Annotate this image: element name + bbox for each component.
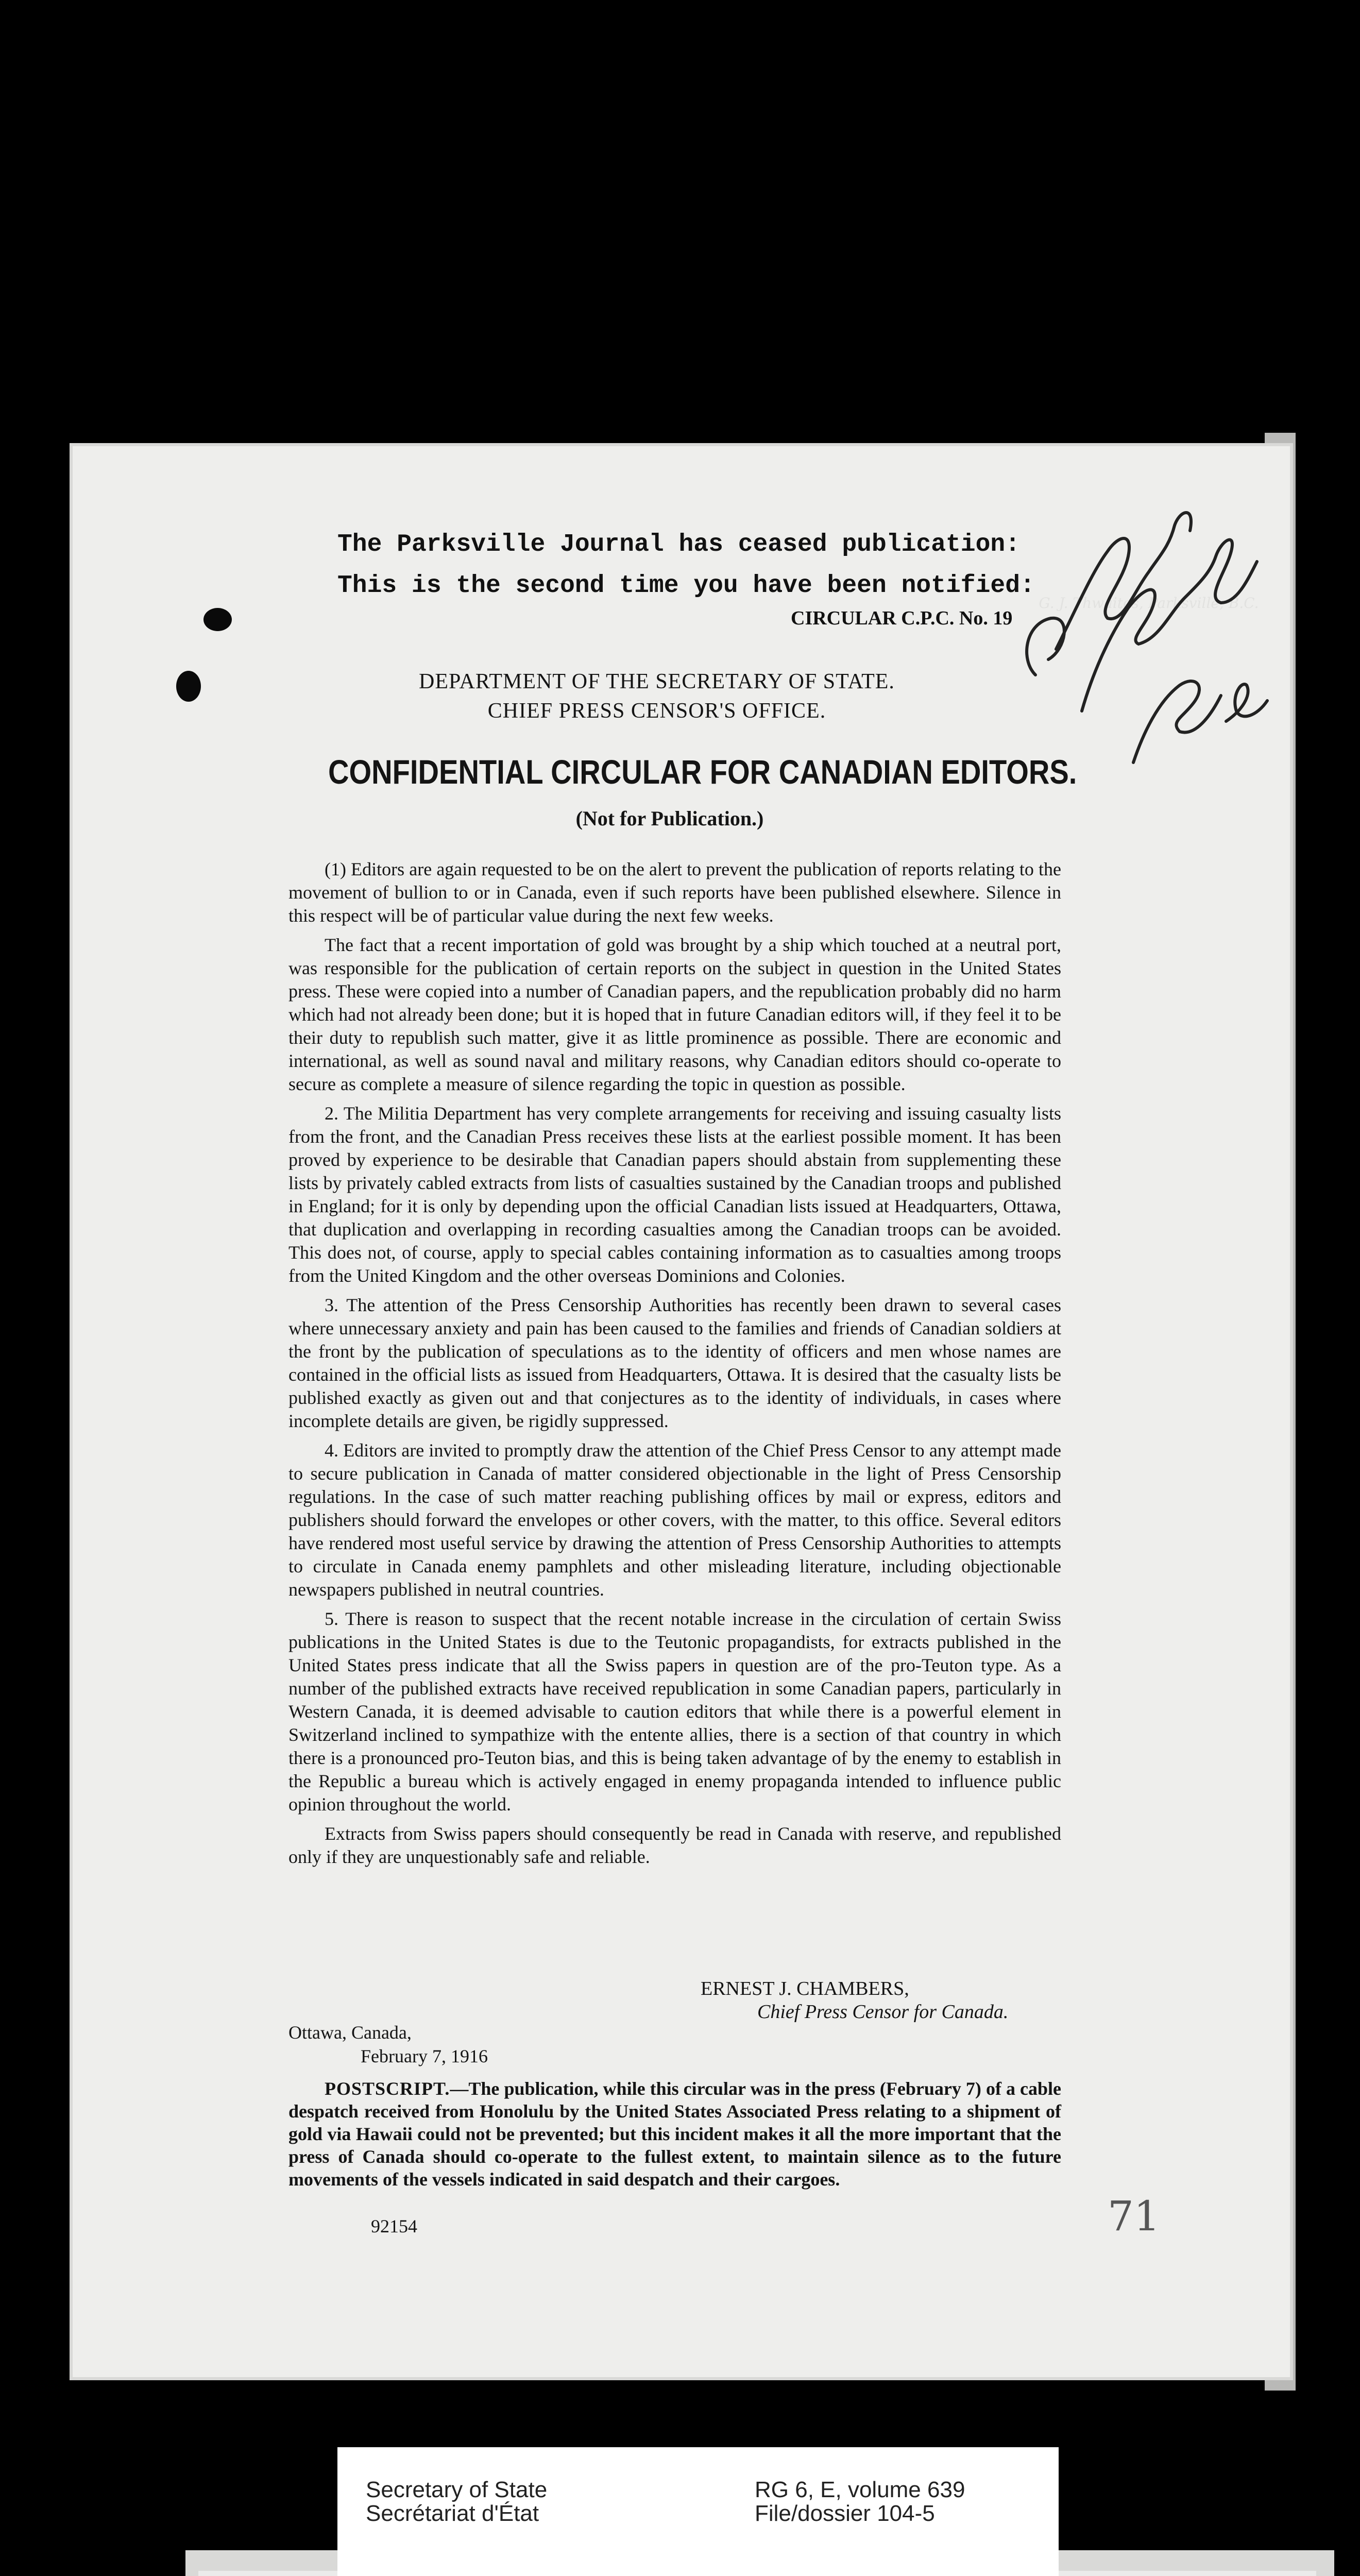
punch-hole-lower [176, 671, 201, 702]
document-number: 92154 [371, 2216, 417, 2236]
handwritten-address [1005, 453, 1293, 773]
typed-note-line1: The Parksville Journal has ceased publication: [337, 531, 1021, 558]
paragraph-3: 3. The attention of the Press Censorship Authorities has recently been drawn to several cases where unnecessary anxiety and pain has been caused to the families and friends of Canadian soldiers at the front by the publication of speculations as to the identity of officers and men whose names are contained in the official lists as issued from Headquarters, Ottawa. It is desired that the casualty lists be published exactly as given out and that conjectures as to the identity of individuals, in cases where incomplete details are given, be rigidly suppressed. [288, 1295, 1061, 1431]
handwriting-stroke-3 [1133, 681, 1267, 762]
signature-role: Chief Press Censor for Canada. [757, 2001, 1009, 2023]
margin-pencil-mark: 71 [1108, 2192, 1160, 2240]
department-line1: DEPARTMENT OF THE SECRETARY OF STATE. [419, 670, 895, 693]
label-department [366, 2478, 547, 2526]
signature-name: ERNEST J. CHAMBERS, [701, 1978, 909, 1999]
circular-body [288, 858, 1061, 1875]
postscript-text: —The publication, while this circular was in the press (February 7) of a cable despatch received from Honolulu by the United States Associated Press relating to a shipment of gold via Hawaii could not be prevented; but this incident makes it all the more important that the press of Canada should co-operate to the fullest extent, to maintain silence as to the future movements of the vessels indicated in said despatch and their cargoes. [288, 2078, 1061, 2190]
postscript [288, 2077, 1061, 2191]
signature-block [701, 1977, 1008, 2024]
handwritten-address-text: G. J. Thwaites, Parksville, B.C. [1039, 595, 1259, 612]
typed-note-line2: This is the second time you have been notified: [337, 572, 1035, 600]
label-department-en: Secretary of State [366, 2477, 548, 2502]
label-department-fr: Secrétariat d'État [366, 2501, 539, 2526]
dateline-place: Ottawa, Canada, [288, 2022, 412, 2043]
postscript-label: POSTSCRIPT. [325, 2078, 450, 2099]
paragraph-1: (1) Editors are again requested to be on the alert to prevent the publication of reports relating to the movement of bullion to or in Canada, even if such reports have been published elsewhere. Silence in this respect will be of particular value during the next few weeks. [288, 859, 1061, 926]
punch-hole-upper [203, 608, 232, 631]
dateline-date: February 7, 1916 [361, 2046, 488, 2066]
handwriting-stroke-1 [1027, 513, 1191, 675]
paragraph-5: 5. There is reason to suspect that the recent notable increase in the circulation of certain Swiss publications in the United States is due to the Teutonic propagandists, for extracts published in the United States press indicate that all the Swiss papers in question are of the pro-Teuton type. As a number of the published extracts have received republication in some Canadian papers, particularly in Western Canada, it is deemed advisable to caution editors that while there is a powerful element in Switzerland inclined to sympathize with the entente allies, there is a section of that country in which there is a pronounced pro-Teuton bias, and this is being taken advantage of by the enemy to establish in the Republic a bureau which is actively engaged in enemy propaganda intended to influence public opinion throughout the world. [288, 1608, 1061, 1815]
label-record-group: RG 6, E, volume 639 [755, 2477, 965, 2502]
circular-title: CONFIDENTIAL CIRCULAR FOR CANADIAN EDITORS. [328, 753, 1077, 791]
paragraph-2: 2. The Militia Department has very complete arrangements for receiving and issuing casualty lists from the front, and the Canadian Press receives these lists at the earliest possible moment. It has been proved by experience to be desirable that Canadian papers should abstain from supplementing these lists by privately cabled extracts from lists of casualties sustained by the Canadian troops and published in England; for it is only by depending upon the official Canadian lists issued at Headquarters, Ottawa, that duplication and overlapping in recording casualties among the Canadian troops can be avoided. This does not, of course, apply to special cables containing information as to casualties among troops from the United Kingdom and the other overseas Dominions and Colonies. [288, 1103, 1061, 1286]
label-file: File/dossier 104-5 [755, 2501, 935, 2526]
label-reference [755, 2478, 965, 2526]
archive-reference-label [337, 2447, 1059, 2576]
not-for-publication: (Not for Publication.) [575, 807, 764, 830]
paragraph-5b: Extracts from Swiss papers should consequently be read in Canada with reserve, and republished only if they are unquestionably safe and reliable. [288, 1823, 1061, 1867]
department-line2: CHIEF PRESS CENSOR'S OFFICE. [487, 699, 826, 723]
dateline [288, 2021, 488, 2068]
circular-number: CIRCULAR C.P.C. No. 19 [791, 607, 1013, 629]
paragraph-4: 4. Editors are invited to promptly draw the attention of the Chief Press Censor to any attempt made to secure publication in Canada of matter considered objectionable in the light of Press Censorship regulations. In the case of such matter reaching publishing offices by mail or express, editors and publishers should forward the envelopes or other covers, with the matter, to this office. Several editors have rendered most useful service by drawing the attention of Press Censorship Authorities to attempts to circulate in Canada enemy pamphlets and other misleading literature, including objectionable newspapers published in neutral countries. [288, 1440, 1061, 1600]
handwriting-stroke-2 [1082, 540, 1257, 711]
paragraph-1b: The fact that a recent importation of gold was brought by a ship which touched at a neutral port, was responsible for the publication of certain reports on the subject in question in the United States press. These were copied into a number of Canadian papers, and the republication probably did no harm which had not already been done; but it is hoped that in future Canadian editors will, if they feel it to be their duty to republish such matter, give it as little prominence as possible. There are economic and international, as well as sound naval and military reasons, why Canadian editors should co-operate to secure as complete a measure of silence regarding the topic in question as possible. [288, 935, 1061, 1094]
